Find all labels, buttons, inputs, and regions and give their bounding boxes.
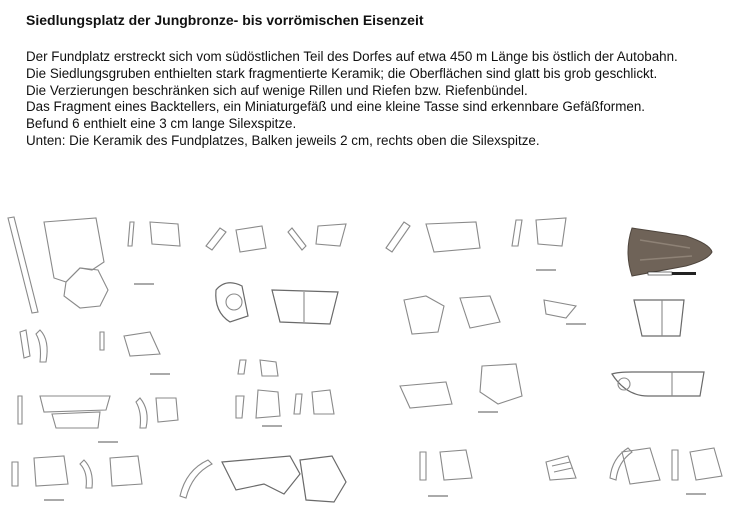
sherd-group-8 xyxy=(18,396,178,442)
ceramics-plate xyxy=(0,200,736,518)
sherd-group-9 xyxy=(12,456,142,500)
paragraph-location: Der Fundplatz erstreckt sich vom südöstlichen Teil des Dorfes auf etwa 450 m Länge bis östlich der Autobahn. xyxy=(26,49,678,64)
sherd-group-3 xyxy=(386,218,566,270)
paragraph-decoration: Die Verzierungen beschränken sich auf wenige Rillen und Riefen bzw. Riefenbündel. xyxy=(26,82,528,98)
page-title: Siedlungsplatz der Jungbronze- bis vorrömischen Eisenzeit xyxy=(26,12,424,28)
sherd-group-6 xyxy=(400,296,586,412)
sherd-group-5 xyxy=(236,360,334,426)
sherd-group-1 xyxy=(8,217,180,313)
sherd-group-11 xyxy=(420,450,576,496)
sherd-group-2 xyxy=(206,224,346,324)
paragraph-caption: Unten: Die Keramik des Fundplatzes, Balken jeweils 2 cm, rechts oben die Silexspitze. xyxy=(26,132,540,148)
paragraph-vessel-forms: Das Fragment eines Backtellers, ein Miniaturgefäß und eine kleine Tasse sind erkennbare Gefäßformen. Befund 6 enthielt eine 3 cm lange Silexspitze. xyxy=(26,99,646,132)
sherd-group-4 xyxy=(20,330,170,374)
sherd-group-7 xyxy=(612,300,704,396)
flint-point-photo xyxy=(628,228,712,276)
paragraph-pits: Die Siedlungsgruben enthielten stark fragmentierte Keramik; die Oberflächen sind glatt bis grob geschlickt. xyxy=(26,65,658,81)
sherd-group-10 xyxy=(180,456,346,502)
description-text xyxy=(26,49,686,150)
sherd-group-12 xyxy=(610,448,722,494)
